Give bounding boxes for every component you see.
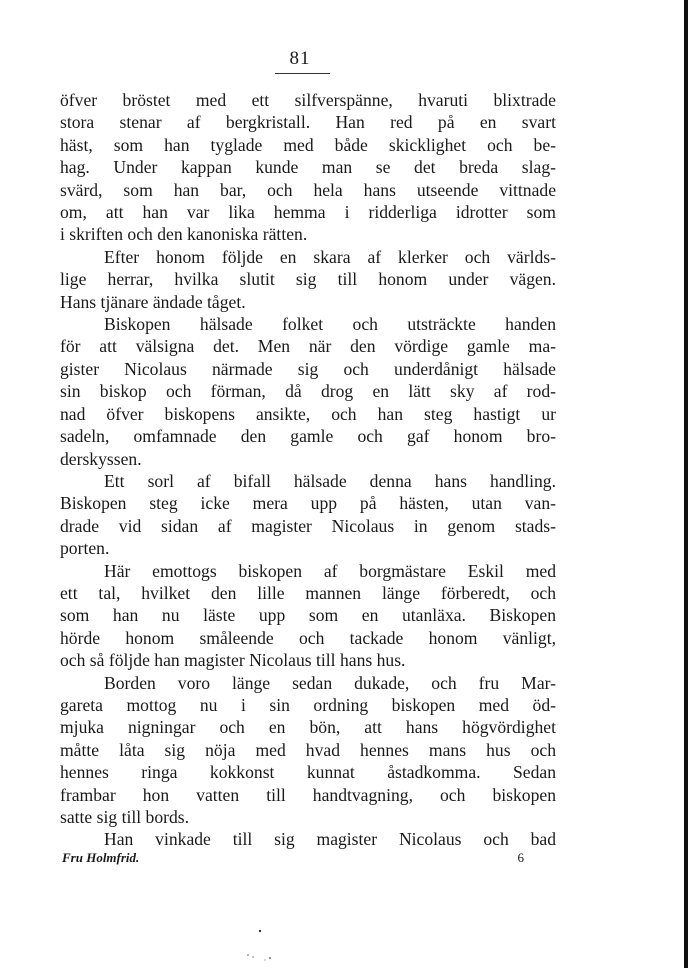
text-line: gister Nicolaus närmade sig och underdånigt hälsade: [60, 358, 556, 379]
text-line: Efter honom följde en skara af klerker och världs-: [104, 246, 556, 267]
text-line: om, att han var lika hemma i ridderliga idrotter som: [60, 202, 556, 223]
text-line: för att välsigna det. Men när den vördige gamle ma-: [60, 336, 556, 357]
page-number: 81: [289, 48, 311, 69]
text-line: hörde honom småleende och tackade honom vänligt,: [60, 627, 556, 648]
text-line: hennes ringa kokkonst kunnat åstadkomma. Sedan: [60, 762, 556, 783]
text-line: Biskopen steg icke mera upp på hästen, utan van-: [60, 493, 556, 514]
text-line: måtte låta sig nöja med hvad hennes mans hus och: [60, 739, 556, 760]
text-line: sadeln, omfamnade den gamle och gaf honom bro-: [60, 426, 556, 447]
body-text: [60, 89, 556, 851]
text-line: svärd, som han bar, och hela hans utseende vittnade: [60, 179, 556, 200]
scan-specks: [220, 925, 290, 965]
text-line: ett tal, hvilket den lille mannen länge förberedt, och: [60, 582, 556, 603]
page-number-rule: [275, 73, 330, 74]
text-line: gareta mottog nu i sin ordning biskopen med öd-: [60, 694, 556, 715]
signature-mark: Fru Holmfrid.: [62, 850, 140, 865]
text-line: mjuka nigningar och en bön, att hans högvördighet: [60, 717, 556, 738]
text-line: Ett sorl af bifall hälsade denna hans handling.: [104, 470, 556, 491]
text-line: sin biskop och förman, då drog en lätt sky af rod-: [60, 381, 556, 402]
text-line: i skriften och den kanoniska rätten.: [60, 224, 308, 245]
text-line: hag. Under kappan kunde man se det breda slag-: [60, 157, 556, 178]
sheet-mark: 6: [517, 850, 524, 865]
text-line: Han vinkade till sig magister Nicolaus och bad: [104, 829, 556, 850]
text-line: öfver bröstet med ett silfverspänne, hvaruti blixtrade: [60, 90, 556, 110]
text-line: porten.: [60, 538, 110, 559]
text-line: som han nu läste upp som en utanläxa. Biskopen: [60, 605, 556, 626]
text-line: Här emottogs biskopen af borgmästare Eskil med: [104, 560, 556, 581]
text-line: lige herrar, hvilka slutit sig till honom under vägen.: [60, 269, 556, 290]
text-line: nad öfver biskopens ansikte, och han steg hastigt ur: [60, 403, 556, 424]
text-line: häst, som han tyglade med både skicklighet och be-: [60, 134, 556, 155]
text-line: Biskopen hälsade folket och utsträckte handen: [104, 314, 556, 335]
text-line: Hans tjänare ändade tåget.: [60, 291, 246, 312]
page-edge: [684, 0, 688, 968]
text-line: drade vid sidan af magister Nicolaus in genom stads-: [60, 515, 556, 536]
text-line: och så följde han magister Nicolaus till hans hus.: [60, 650, 406, 671]
text-line: satte sig till bords.: [60, 807, 190, 827]
text-line: derskyssen.: [60, 448, 142, 469]
text-line: Borden voro länge sedan dukade, och fru Mar-: [104, 672, 556, 693]
text-line: frambar hon vatten till handtvagning, och biskopen: [60, 784, 556, 805]
text-line: stora stenar af bergkristall. Han red på en svart: [60, 112, 556, 133]
